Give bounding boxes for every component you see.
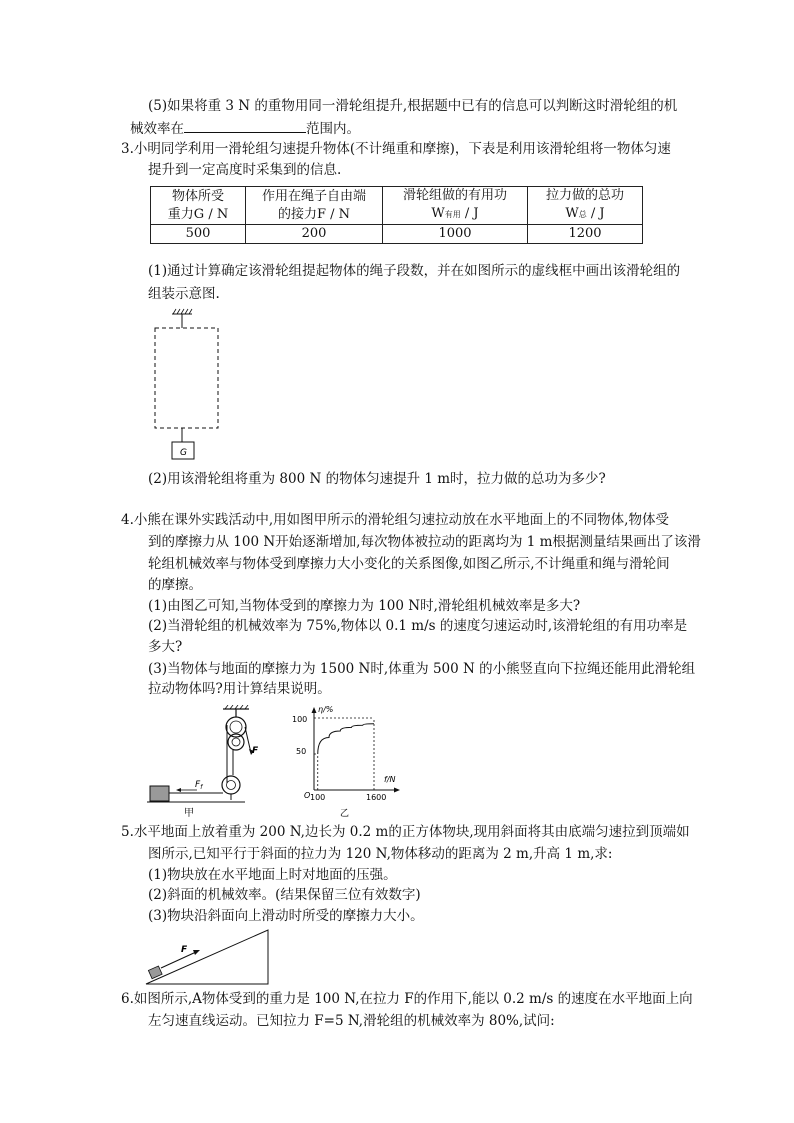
q3-stem-line2: 提升到一定高度时采集到的信息. — [148, 162, 342, 178]
q3-stem-line1: 3.小明同学利用一滑轮组匀速提升物体(不计绳重和摩擦)，下表是利用该滑轮组将一物体匀速 — [121, 141, 671, 157]
table-header-cell: 作用在绳子自由端 的接力F / N — [246, 187, 383, 225]
x-axis-label: f/N — [384, 775, 396, 784]
x-tick-100: 100 — [310, 793, 326, 802]
figure-label-jia: 甲 — [184, 808, 194, 819]
answer-blank — [184, 119, 306, 133]
table-header-cell: 滑轮组做的有用功 W有用 / J — [383, 187, 528, 225]
friction-label: $F_f$ — [195, 780, 203, 791]
q3-part1-line1: (1)通过计算确定该滑轮组提起物体的绳子段数，并在如图所示的虚线框中画出该滑轮组的 — [148, 263, 681, 279]
q3-part1-line2: 组装示意图. — [148, 286, 220, 302]
table-header-row — [151, 187, 643, 225]
q5-part1: (1)物块放在水平地面上时对地面的压强。 — [148, 867, 397, 883]
table-cell: 200 — [246, 225, 383, 244]
q5-incline-figure — [140, 925, 275, 990]
force-arrow — [161, 952, 196, 968]
table-header-cell: 拉力做的总功 W总 / J — [528, 187, 643, 225]
q3-part2: (2)用该滑轮组将重为 800 N 的物体匀速提升 1 m时，拉力做的总功为多少? — [148, 471, 606, 487]
q4-stem-line4: 的摩擦。 — [148, 577, 202, 593]
q5-part2: (2)斜面的机械效率。(结果保留三位有效数字) — [148, 887, 421, 903]
weight-label: G — [180, 448, 187, 458]
q4-part2-line1: (2)当滑轮组的机械效率为 75%,物体以 0.1 m/s 的速度匀速运动时,该滑轮组的有用功率是 — [148, 618, 688, 634]
q4-stem-line2: 到的摩擦力从 100 N开始逐渐增加,每次物体被拉动的距离均为 1 m根据测量结果画出了该滑 — [148, 534, 701, 550]
q4-part1: (1)由图乙可知,当物体受到的摩擦力为 100 N时,滑轮组机械效率是多大? — [148, 598, 581, 614]
q4-stem-line1: 4.小熊在课外实践活动中,用如图甲所示的滑轮组匀速拉动放在水平地面上的不同物体,物体受 — [121, 512, 669, 528]
q4-figure-yi-chart — [282, 700, 407, 825]
table-row — [151, 225, 643, 244]
q2-part5-line2 — [130, 119, 360, 138]
figure-label-yi: 乙 — [340, 809, 350, 819]
table-cell: 1200 — [528, 225, 643, 244]
guide-lines — [314, 718, 374, 790]
movable-pulley — [222, 776, 240, 794]
force-label-F: F — [252, 746, 259, 756]
block — [148, 966, 162, 979]
q2-part5-line1: (5)如果将重 3 N 的重物用同一滑轮组提升,根据题中已有的信息可以判断这时滑轮组的机 — [148, 98, 678, 114]
q5-stem-line1: 5.水平地面上放着重为 200 N,边长为 0.2 m的正方体物块,现用斜面将其由底端匀速拉到顶端如 — [121, 824, 690, 840]
table-cell: 500 — [151, 225, 246, 244]
y-tick-100: 100 — [292, 715, 308, 724]
q4-stem-line3: 轮组机械效率与物体受到摩擦力大小变化的关系图像,如图乙所示,不计绳重和绳与滑轮间 — [148, 556, 670, 572]
dashed-frame — [155, 328, 218, 428]
q4-figure-jia — [145, 705, 265, 820]
origin-label: O — [304, 791, 311, 800]
table-cell: 1000 — [383, 225, 528, 244]
q2-part5-text-a: 械效率在 — [130, 121, 184, 137]
x-tick-1600: 1600 — [366, 793, 387, 802]
q5-part3: (3)物块沿斜面向上滑动时所受的摩擦力大小。 — [148, 908, 424, 924]
ceiling-hatch — [173, 309, 192, 314]
q4-part2-line2: 多大? — [148, 639, 183, 655]
q4-part3-line1: (3)当物体与地面的摩擦力为 1500 N时,体重为 500 N 的小熊竖直向下拉绳还能用此滑轮组 — [148, 661, 696, 677]
q5-stem-line2: 图所示,已知平行于斜面的拉力为 120 N,物体移动的距离为 2 m,升高 1 m,求: — [148, 846, 613, 862]
q3-data-table — [150, 186, 643, 244]
efficiency-curve — [318, 724, 374, 754]
table-header-cell: 物体所受 重力G / N — [151, 187, 246, 225]
object-block — [150, 786, 169, 801]
q4-part3-line2: 拉动物体吗?用计算结果说明。 — [148, 681, 331, 697]
q2-part5-text-b: 范围内。 — [306, 121, 360, 137]
y-axis-label: η/% — [318, 705, 334, 714]
q6-stem-line2: 左匀速直线运动。已知拉力 F=5 N,滑轮组的机械效率为 80%,试问: — [148, 1013, 555, 1029]
q3-pulley-frame-figure — [150, 308, 230, 466]
q6-stem-line1: 6.如图所示,A物体受到的重力是 100 N,在拉力 F的作用下,能以 0.2 m/s 的速度在水平地面上向 — [121, 991, 693, 1007]
force-label-F: F — [181, 945, 188, 955]
y-tick-50: 50 — [296, 747, 307, 756]
incline — [146, 930, 268, 984]
